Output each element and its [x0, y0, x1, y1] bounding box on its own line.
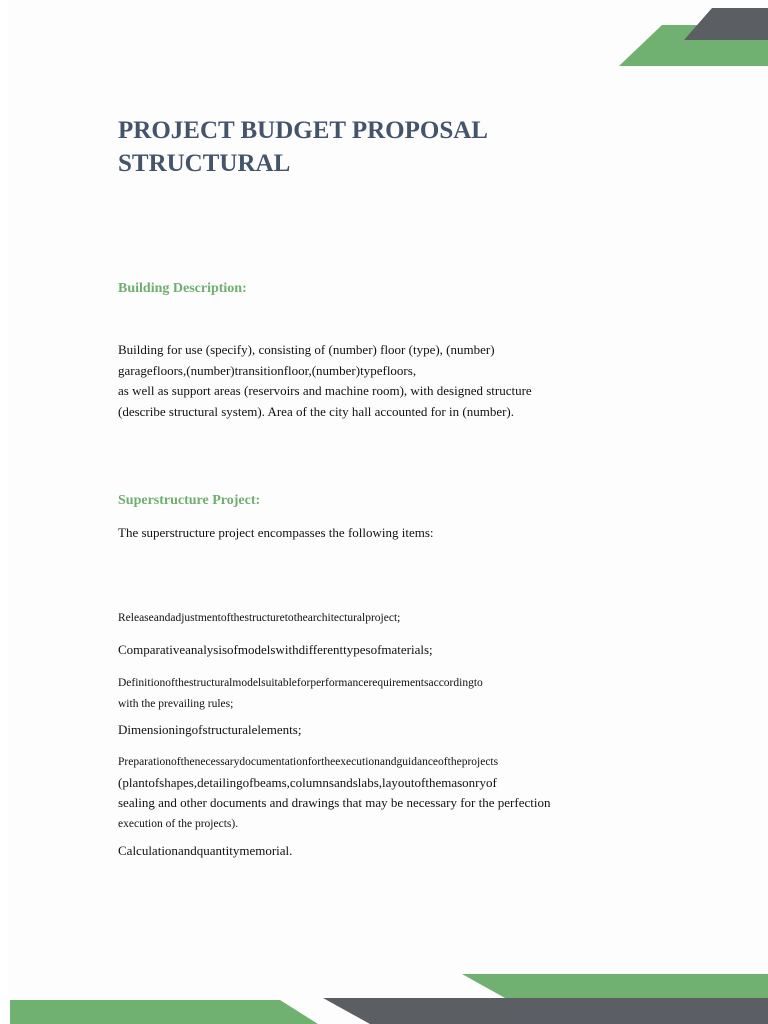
- title-line-2: STRUCTURAL: [118, 150, 291, 177]
- building-line-2: garagefloors,(number)transitionfloor,(number)typefloors,: [118, 362, 417, 378]
- document-title: [118, 114, 488, 180]
- item-5-line-4: execution of the projects).: [118, 817, 239, 830]
- item-2-line-1: Comparativeanalysisofmodelswithdifferenttypesofmaterials;: [118, 642, 433, 657]
- list-item: [118, 673, 644, 715]
- building-description-text: [118, 340, 532, 422]
- building-description-heading: Building Description:: [118, 281, 247, 296]
- item-5-line-3: sealing and other documents and drawings that may be necessary for the perfection: [118, 795, 551, 810]
- building-line-3: as well as support areas (reservoirs and machine room), with designed structure: [118, 383, 532, 398]
- item-1-line-1: Releaseandadjustmentofthestructuretothearchitecturalproject;: [118, 612, 401, 624]
- superstructure-project-heading: Superstructure Project:: [118, 493, 261, 508]
- list-item: [118, 752, 669, 834]
- item-3-line-2: with the prevailing rules;: [118, 698, 234, 710]
- list-item: [118, 642, 539, 658]
- item-3-line-1: Definitionofthestructuralmodelsuitableforperformancerequirementsaccordingto: [118, 677, 483, 689]
- item-4-line-1: Dimensioningofstructuralelements;: [118, 722, 302, 737]
- list-item: [118, 612, 523, 624]
- title-line-1: PROJECT BUDGET PROPOSAL: [118, 117, 488, 144]
- superstructure-intro: The superstructure project encompasses the following items:: [118, 525, 434, 540]
- list-item: [118, 722, 346, 738]
- list-item: [118, 843, 336, 859]
- building-line-1: Building for use (specify), consisting of (number) floor (type), (number): [118, 342, 495, 357]
- item-5-line-2: (plantofshapes,detailingofbeams,columnsandslabs,layoutofthemasonryof: [118, 774, 497, 790]
- building-line-4: (describe structural system). Area of the city hall accounted for in (number).: [118, 403, 514, 419]
- item-5-line-1: Preparationofthenecessarydocumentationfortheexecutionandguidanceoftheprojects: [118, 756, 499, 768]
- item-6-line-1: Calculationandquantitymemorial.: [118, 843, 293, 858]
